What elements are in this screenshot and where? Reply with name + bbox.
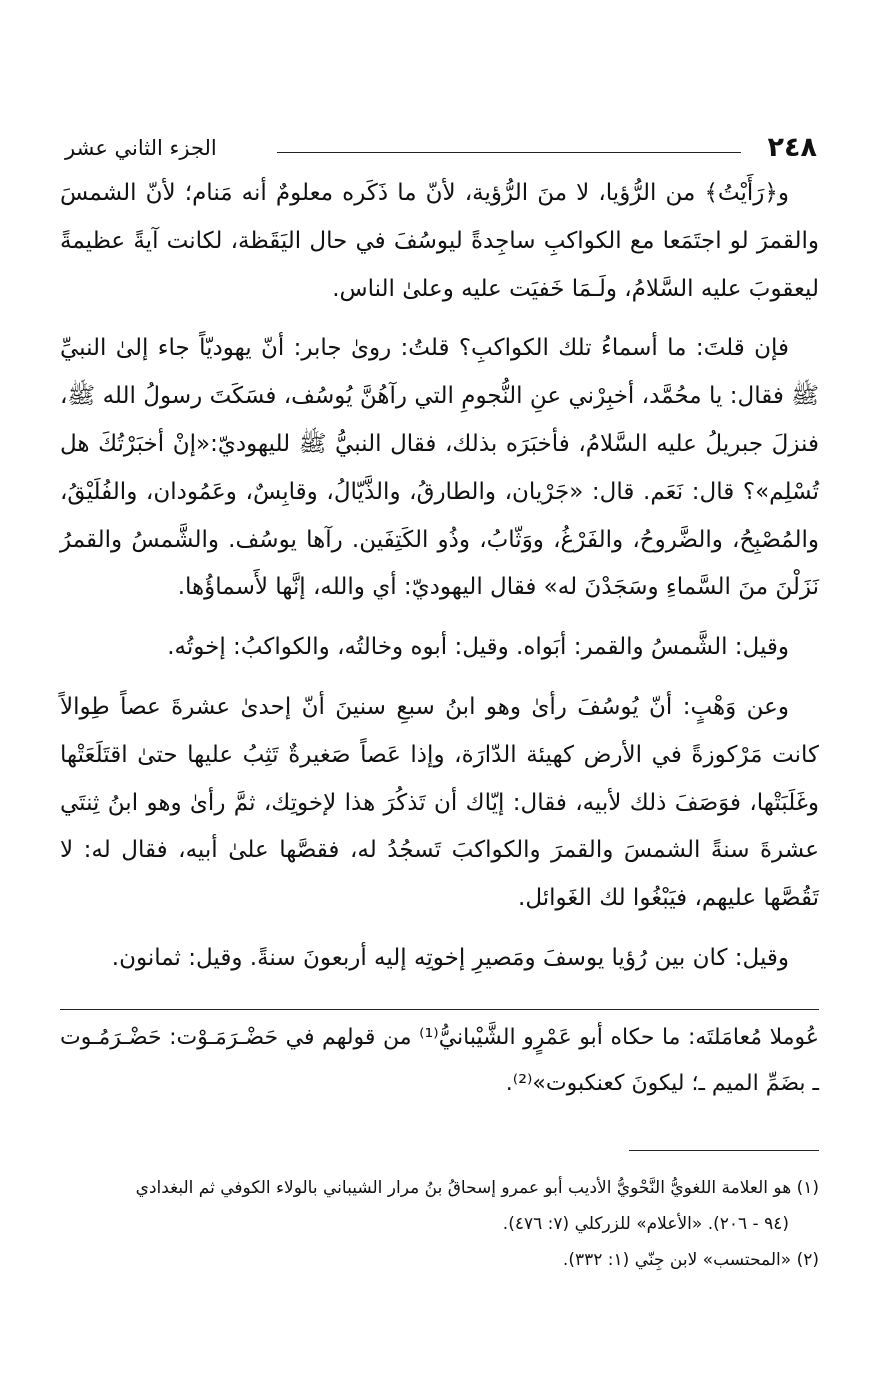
footnote-divider <box>629 1150 819 1151</box>
page-number: ٢٤٨ <box>767 132 817 163</box>
paragraph-3: وقيل: الشَّمسُ والقمر: أبَواه. وقيل: أبوه وخالتُه، والكواكبُ: إخوتُه. <box>167 634 789 661</box>
margin-note <box>60 1015 819 1107</box>
running-title: الجزء الثاني عشر <box>65 136 217 160</box>
footnote-2: (٢) «المحتسب» لابن جِنّي (١: ٣٣٢). <box>562 1250 819 1270</box>
margin-note-text: عُوملا مُعامَلتَه: ما حكاه أبو عَمْرٍو الشَّيْبانيُّ⁽¹⁾ من قولهم في حَضْـرَمَـوْت: حَضْـرَمُـوت ـ بضَمِّ الميم ـ؛ ليكونَ كعنكبوت»⁽²⁾. <box>60 1025 819 1096</box>
footnote-1-continuation: (٩٤ - ٢٠٦). «الأعلام» للزركلي (٧: ٤٧٦). <box>502 1214 789 1234</box>
paragraph-2: فإن قلتَ: ما أسماءُ تلك الكواكبِ؟ قلتُ: روىٰ جابر: أنّ يهوديّاً جاء إلىٰ النبيِّ ﷺ فقال: يا محُمَّد، أخبِرْني عنِ النُّجومِ التي رآهُنَّ يُوسُف، فسَكَتَ رسولُ الله ﷺ، فنزلَ جبريلُ عليه السَّلامُ، فأخبَرَه بذلك، فقال النبيُّ ﷺ لليهوديّ:«إنْ أخبَرْتُكَ هل تُسْلِم»؟ قال: نَعَم. قال: «جَرْيان، والطارقُ، والذَّيّالُ، وقابِسٌ، وعَمُودان، والفُلَيْقُ، والمُصْبِحُ، والضَّروحُ، والفَرْغُ، ووَثّابُ، وذُو الكَتِفَين. رآها يوسُف. والشَّمسُ والقمرُ نَزَلْنَ منَ السَّماءِ وسَجَدْنَ له» فقال اليهوديّ: أي والله، إنَّها لأَسماؤُها. <box>60 335 819 601</box>
footnote-1: (١) هو العلامة اللغويُّ النَّحْويُّ الأديب أبو عمرو إسحاقُ بنُ مرار الشيباني بالولاء الكوفي ثم البغدادي <box>135 1178 819 1198</box>
main-text-divider <box>60 1009 819 1010</box>
page-header <box>65 132 817 172</box>
paragraph-4: وعن وَهْبٍ: أنّ يُوسُفَ رأىٰ وهو ابنُ سبعِ سنينَ أنّ إحدىٰ عشرةَ عصاً طِوالاً كانت مَرْكوزةً في الأرض كهيئة الدّارَة، وإذا عَصاً صَغيرةٌ تَثِبُ عليها حتىٰ اقتَلَعَتْها وغَلَبَتْها، فوَصَفَ ذلك لأبيه، فقال: إيّاك أن تَذكُرَ هذا لإخوتِك، ثمَّ رأىٰ وهو ابنُ ثِنتَي عشرةَ سنةً الشمسَ والقمرَ والكواكبَ تَسجُدُ له، فقصَّها علىٰ أبيه، فقال له: لا تَقُصَّها عليهم، فيَبْغُوا لك الغَوائل. <box>60 693 819 912</box>
main-text <box>60 170 819 983</box>
paragraph-1: و﴿رَأَيْتُ﴾ من الرُّؤيا، لا منَ الرُّؤية، لأنّ ما ذَكَره معلومٌ أنه مَنام؛ لأنّ الشمسَ والقمرَ لو اجتَمَعا مع الكواكبِ ساجِدةً ليوسُفَ في حال اليَقَظة، لكانت آيةً عظيمةً ليعقوبَ عليه السَّلامُ، ولَـمَا خَفيَت عليه وعلىٰ الناس. <box>60 180 819 302</box>
paragraph-5: وقيل: كان بين رُؤيا يوسفَ ومَصيرِ إخوتِه إليه أربعونَ سنةً. وقيل: ثمانون. <box>111 944 789 971</box>
footnotes <box>60 1170 819 1278</box>
header-rule <box>277 152 741 153</box>
